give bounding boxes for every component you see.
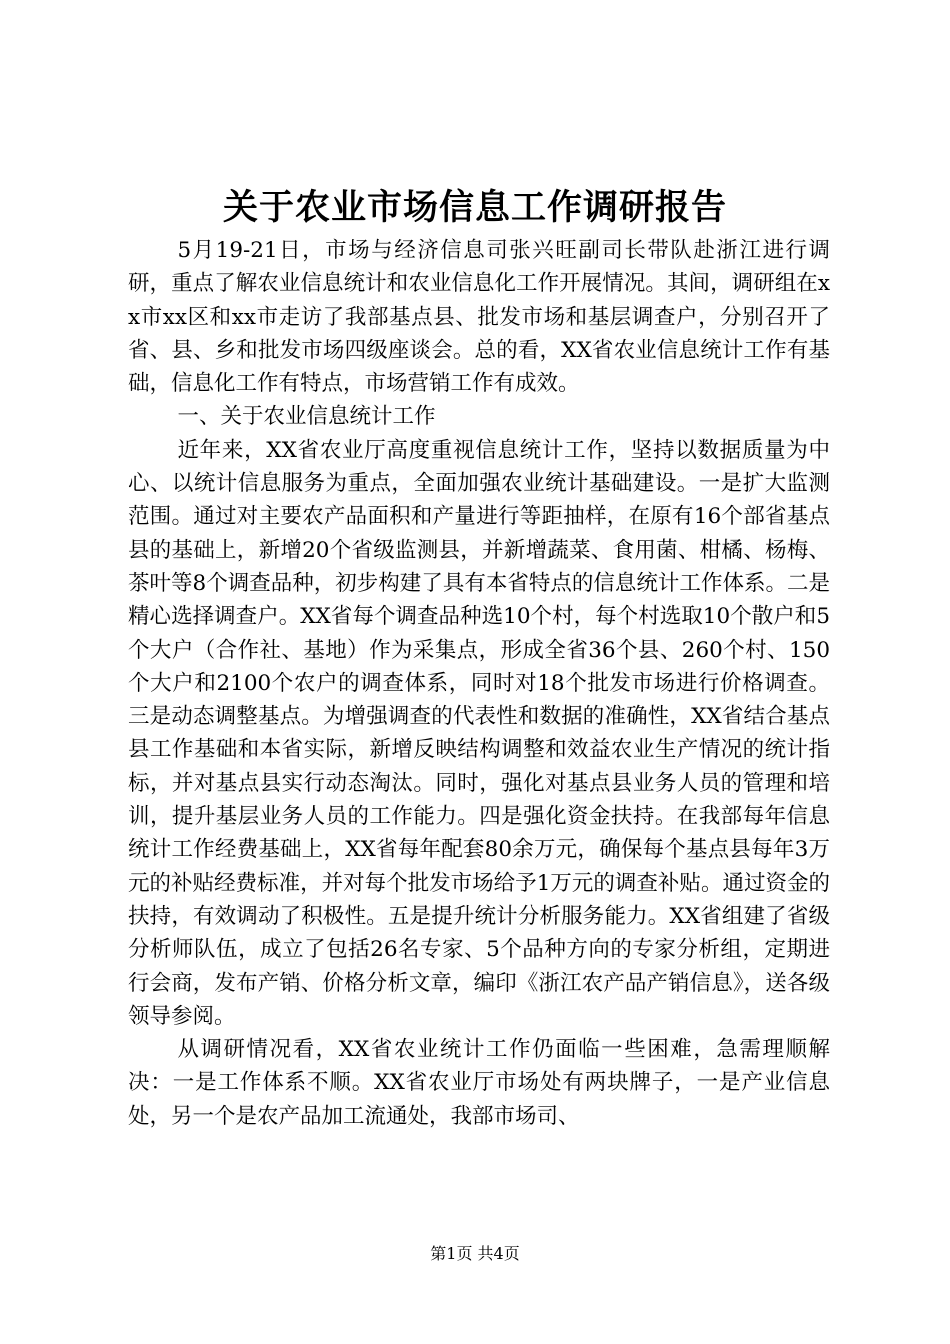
paragraph-difficulties: 从调研情况看，XX省农业统计工作仍面临一些困难，急需理顺解决：一是工作体系不顺。XX省农业厅市场处有两块牌子，一是产业信息处，另一个是农产品加工流通处，我部市场司、 [128, 1037, 830, 1129]
paragraph-intro: 5月19-21日，市场与经济信息司张兴旺副司长带队赴浙江进行调研，重点了解农业信息统计和农业信息化工作开展情况。其间，调研组在xx市xx区和xx市走访了我部基点县、批发市场和基层调查户，分别召开了省、县、乡和批发市场四级座谈会。总的看，XX省农业信息统计工作有基础，信息化工作有特点，市场营销工作有成效。 [128, 238, 830, 397]
page-footer: 第1页 共4页 [430, 1244, 520, 1263]
document-body [128, 234, 830, 1133]
section-heading: 一、关于农业信息统计工作 [177, 404, 436, 430]
paragraph-statistics-work: 近年来，XX省农业厅高度重视信息统计工作，坚持以数据质量为中心、以统计信息服务为重点，全面加强农业统计基础建设。一是扩大监测范围。通过对主要农产品面积和产量进行等距抽样，在原有16个部省基点县的基础上，新增20个省级监测县，并新增蔬菜、食用菌、柑橘、杨梅、茶叶等8个调查品种，初步构建了具有本省特点的信息统计工作体系。二是精心选择调查户。XX省每个调查品种选10个村，每个村选取10个散户和5个大户（合作社、基地）作为采集点，形成全省36个县、260个村、150个大户和2100个农户的调查体系，同时对18个批发市场进行价格调查。三是动态调整基点。为增强调查的代表性和数据的准确性，XX省结合基点县工作基础和本省实际，新增反映结构调整和效益农业生产情况的统计指标，并对基点县实行动态淘汰。同时，强化对基点县业务人员的管理和培训，提升基层业务人员的工作能力。四是强化资金扶持。在我部每年信息统计工作经费基础上，XX省每年配套80余万元，确保每个基点县每年3万元的补贴经费标准，并对每个批发市场给予1万元的调查补贴。通过资金的扶持，有效调动了积极性。五是提升统计分析服务能力。XX省组建了省级分析师队伍，成立了包括26名专家、5个品种方向的专家分析组，定期进行会商，发布产销、价格分析文章，编印《浙江农产品产销信息》，送各级领导参阅。 [128, 437, 830, 1029]
document-title: 关于农业市场信息工作调研报告 [222, 187, 727, 228]
